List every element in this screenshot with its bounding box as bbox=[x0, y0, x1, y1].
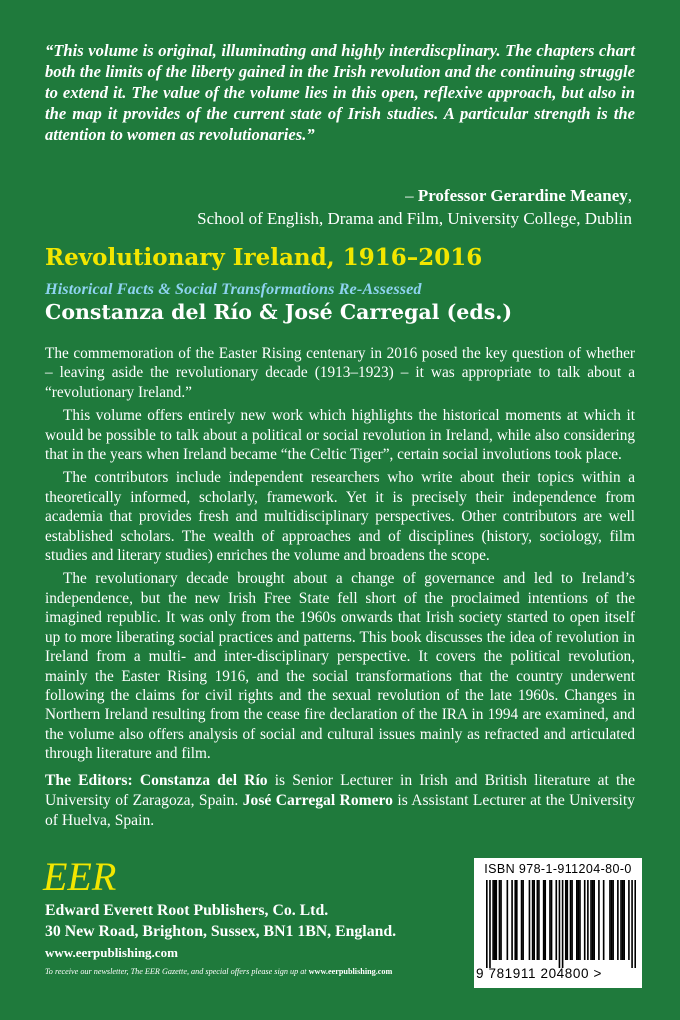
newsletter-note bbox=[45, 966, 392, 978]
barcode-bar bbox=[549, 880, 551, 960]
endorser-affiliation: School of English, Drama and Film, University College, Dublin bbox=[197, 209, 632, 228]
barcode-bar bbox=[495, 880, 497, 960]
barcode-bar bbox=[565, 880, 567, 960]
barcode-bar bbox=[612, 880, 614, 960]
barcode-bar bbox=[587, 880, 589, 960]
editor1-name: Constanza del Río bbox=[139, 772, 268, 789]
barcode-bar bbox=[617, 880, 619, 960]
barcode-bar bbox=[529, 880, 531, 960]
barcode-bar bbox=[592, 880, 594, 960]
barcode-bar bbox=[507, 880, 509, 960]
barcode bbox=[486, 880, 636, 968]
book-title: Revolutionary Ireland, 1916–2016 bbox=[45, 244, 483, 271]
barcode-bar bbox=[551, 880, 553, 960]
barcode-bar bbox=[555, 880, 557, 960]
editors-bio bbox=[45, 771, 635, 831]
description-paragraph: The revolutionary decade brought about a change of governance and led to Ireland’s independence, but the new Irish Free State fell short of the proclaimed intentions of the imagined republic. It was only from the 1960s onwards that Irish society started to open itself up to more liberating social practices and patterns. This book discusses the idea of revolution in Ireland from a multi- and inter-disciplinary perspective. It covers the political revolution, mainly the Easter Rising 1916, and the social transformations that the country underwent following the claims for civil rights and the sexual revolution of the late 1960s. Changes in Northern Ireland resulting from the cease fire declaration of the IRA in 1994 are examined, and the volume also offers analysis of social and cultural issues mainly as refracted and articulated through literature and film. bbox=[45, 570, 635, 763]
newsletter-url[interactable]: www.eerpublishing.com bbox=[308, 967, 393, 976]
barcode-bar bbox=[609, 880, 611, 960]
barcode-bar bbox=[562, 880, 564, 968]
description bbox=[45, 344, 635, 768]
barcode-bar bbox=[623, 880, 625, 960]
description-paragraph: The commemoration of the Easter Rising centenary in 2016 posed the key question of whether – leaving aside the revolutionary decade (1913–1923) – it was appropriate to talk about a “revolutionary Ireland.” bbox=[45, 345, 635, 401]
editor2-text: is Assistant Lecturer at the University of Huelva, Spain. bbox=[45, 792, 635, 829]
barcode-bar bbox=[603, 880, 605, 960]
barcode-bar bbox=[571, 880, 573, 960]
publisher-logo: EER bbox=[43, 854, 117, 899]
barcode-bar bbox=[521, 880, 523, 960]
barcode-bar bbox=[486, 880, 488, 968]
book-authors: Constanza del Río & José Carregal (eds.) bbox=[45, 300, 513, 324]
editors-label: The Editors: bbox=[45, 772, 140, 789]
barcode-bar bbox=[516, 880, 518, 960]
endorser bbox=[405, 185, 632, 206]
barcode-bar bbox=[631, 880, 633, 968]
barcode-bar bbox=[533, 880, 535, 960]
barcode-bar bbox=[620, 880, 622, 960]
barcode-bar bbox=[537, 880, 539, 960]
barcode-box bbox=[474, 858, 642, 988]
endorser-comma: , bbox=[627, 186, 632, 205]
endorser-name: Professor Gerardine Meaney bbox=[417, 186, 628, 205]
barcode-bar bbox=[559, 880, 561, 968]
barcode-bar bbox=[593, 880, 595, 960]
barcode-bar bbox=[570, 880, 572, 960]
book-subtitle: Historical Facts & Social Transformations Re-Assessed bbox=[45, 280, 422, 298]
barcode-bar bbox=[611, 880, 613, 960]
editor2-name: José Carregal Romero bbox=[242, 792, 393, 809]
barcode-bar bbox=[544, 880, 546, 960]
endorser-dash: – bbox=[405, 186, 418, 205]
barcode-bar bbox=[590, 880, 592, 960]
barcode-bar bbox=[578, 880, 580, 960]
barcode-bar bbox=[576, 880, 578, 960]
endorsement-quote: “This volume is original, illuminating and highly interdiscplinary. The chapters chart both the limits of the liberty gained in the Irish revolution and the continuing struggle to extend it. The value of the volume lies in this open, reflexive approach, but also in the map it provides of the current state of Irish studies. A particular strength is the attention to women as revolutionaries.” bbox=[45, 41, 635, 144]
barcode-bar bbox=[543, 880, 545, 960]
barcode-bar bbox=[598, 880, 600, 960]
barcode-bar bbox=[492, 880, 494, 960]
barcode-bar bbox=[489, 880, 491, 968]
barcode-bar bbox=[500, 880, 502, 960]
barcode-bar bbox=[494, 880, 496, 960]
barcode-bar bbox=[499, 880, 501, 960]
barcode-bar bbox=[514, 880, 516, 960]
barcode-bar bbox=[634, 880, 636, 968]
barcode-bar bbox=[538, 880, 540, 960]
publisher-name: Edward Everett Root Publishers, Co. Ltd. bbox=[45, 902, 329, 919]
barcode-bar bbox=[622, 880, 624, 960]
publisher-address: 30 New Road, Brighton, Sussex, BN1 1BN, England. bbox=[45, 923, 397, 940]
description-paragraph: This volume offers entirely new work which highlights the historical moments at which it would be possible to talk about a political or social revolution in Ireland, while also considering that in the years when Ireland became “the Celtic Tiger”, certain social involutions took place. bbox=[45, 407, 635, 464]
barcode-bar bbox=[567, 880, 569, 960]
barcode-digits: 9 781911 204800 > bbox=[476, 966, 602, 981]
publisher-website[interactable]: www.eerpublishing.com bbox=[45, 945, 178, 960]
newsletter-text: To receive our newsletter, The EER Gazette, and special offers please sign up at bbox=[45, 967, 309, 976]
barcode-bar bbox=[522, 880, 524, 960]
description-paragraph: The contributors include independent researchers who write about their topics within a theoretically informed, scholarly, framework. Yet it is precisely their independence from academia that provides fresh and multidisciplinary perspectives. Other contributors are well established scholars. The wealth of approaches and of disciplines (history, sociology, film studies and literary studies) enriches the volume and broadens the scope. bbox=[45, 469, 635, 565]
isbn-label: ISBN 978-1-911204-80-0 bbox=[484, 862, 632, 876]
barcode-bar bbox=[584, 880, 586, 960]
barcode-bar bbox=[628, 880, 630, 960]
editor1-text: is Senior Lecturer in Irish and British literature at the University of Zaragoza, Spain. bbox=[45, 772, 635, 809]
barcode-bar bbox=[579, 880, 581, 960]
barcode-bar bbox=[532, 880, 534, 960]
barcode-bar bbox=[511, 880, 513, 960]
